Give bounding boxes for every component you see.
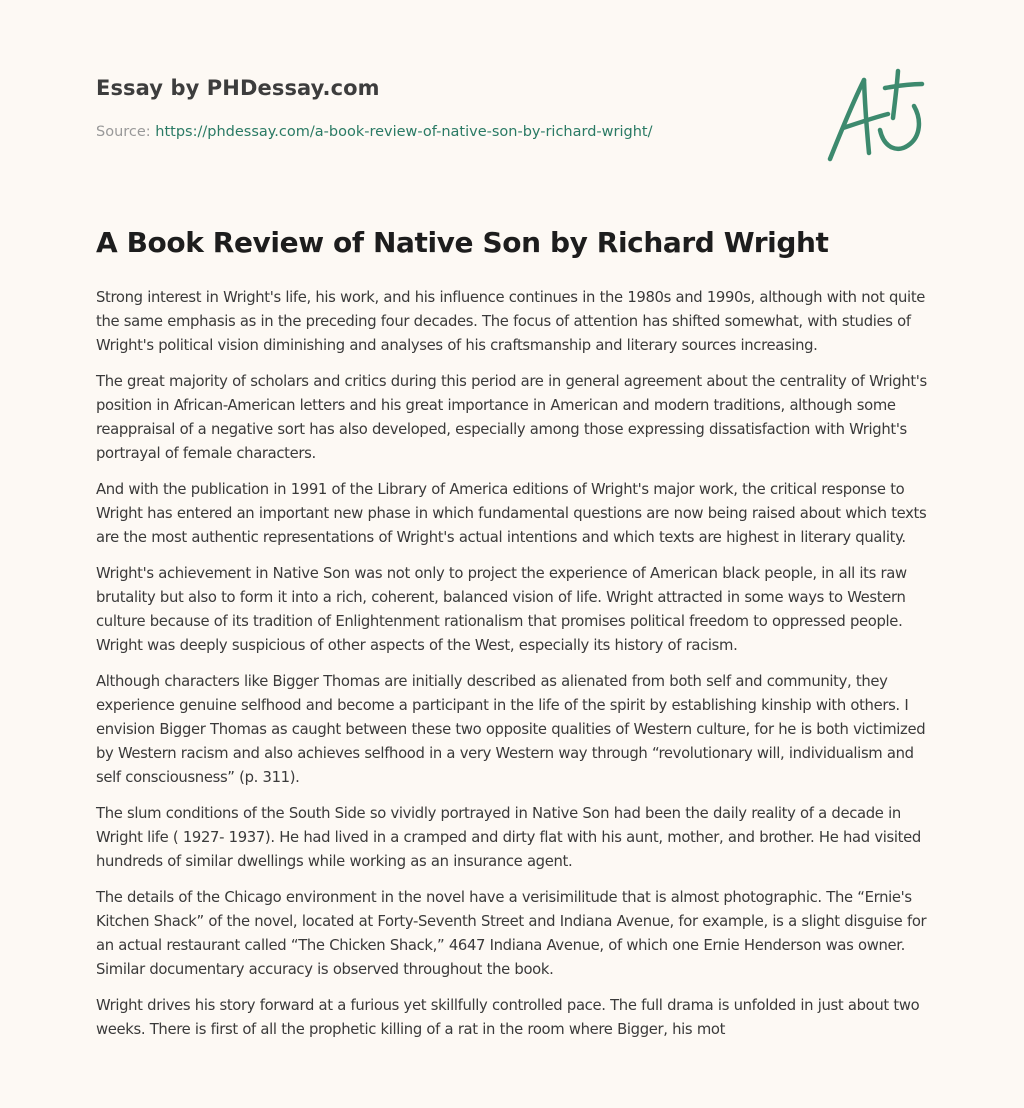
source-link[interactable]: https://phdessay.com/a-book-review-of-native-son-by-richard-wright/	[155, 124, 653, 140]
essay-paragraph: The great majority of scholars and critics during this period are in general agreement about the centrality of Wright's position in African-American letters and his great importance in American and modern traditions, although some reappraisal of a negative sort has also developed, especially among those expressing dissatisfaction with Wright's portrayal of female characters.	[96, 373, 927, 462]
essay-paragraph: The details of the Chicago environment in the novel have a verisimilitude that is almost photographic. The “Ernie's Kitchen Shack” of the novel, located at Forty-Seventh Street and Indiana Avenue, for example, is a slight disguise for an actual restaurant called “The Chicken Shack,” 4647 Indiana Avenue, of which one Ernie Henderson was owner. Similar documentary accuracy is observed throughout the book.	[96, 889, 927, 978]
essay-paragraph: And with the publication in 1991 of the Library of America editions of Wright's major work, the critical response to Wright has entered an important new phase in which fundamental questions are now being raised about which texts are the most authentic representations of Wright's actual intentions and which texts are highest in literary quality.	[96, 481, 927, 546]
essay-paragraph: The slum conditions of the South Side so vividly portrayed in Native Son had been the daily reality of a decade in Wright life ( 1927- 1937). He had lived in a cramped and dirty flat with his aunt, mother, and brother. He had visited hundreds of similar dwellings while working as an insurance agent.	[96, 805, 921, 870]
essay-paragraph: Wright drives his story forward at a furious yet skillfully controlled pace. The full drama is unfolded in just about two weeks. There is first of all the prophetic killing of a rat in the room where Bigger, his mot	[96, 997, 920, 1038]
a-plus-grade-icon	[818, 66, 930, 166]
source-label: Source:	[96, 124, 151, 140]
essay-paragraph: Wright's achievement in Native Son was not only to project the experience of American black people, in all its raw brutality but also to form it into a rich, coherent, balanced vision of life. Wright attracted in some ways to Western culture because of its tradition of Enlightenment rationalism that promises political freedom to oppressed people. Wright was deeply suspicious of other aspects of the West, especially its history of racism.	[96, 565, 907, 654]
essay-title: A Book Review of Native Son by Richard Wright	[96, 226, 829, 259]
source-line	[96, 124, 652, 140]
essay-paragraph: Strong interest in Wright's life, his work, and his influence continues in the 1980s and 1990s, although with not quite the same emphasis as in the preceding four decades. The focus of attention has shifted somewhat, with studies of Wright's political vision diminishing and analyses of his craftsmanship and literary sources increasing.	[96, 289, 926, 354]
site-title: Essay by PHDessay.com	[96, 76, 380, 100]
essay-paragraph: Although characters like Bigger Thomas are initially described as alienated from both self and community, they experience genuine selfhood and become a participant in the life of the spirit by establishing kinship with others. I envision Bigger Thomas as caught between these two opposite qualities of Western culture, for he is both victimized by Western racism and also achieves selfhood in a very Western way through “revolutionary will, individualism and self consciousness” (p. 311).	[96, 673, 926, 786]
essay-body	[96, 286, 936, 1054]
